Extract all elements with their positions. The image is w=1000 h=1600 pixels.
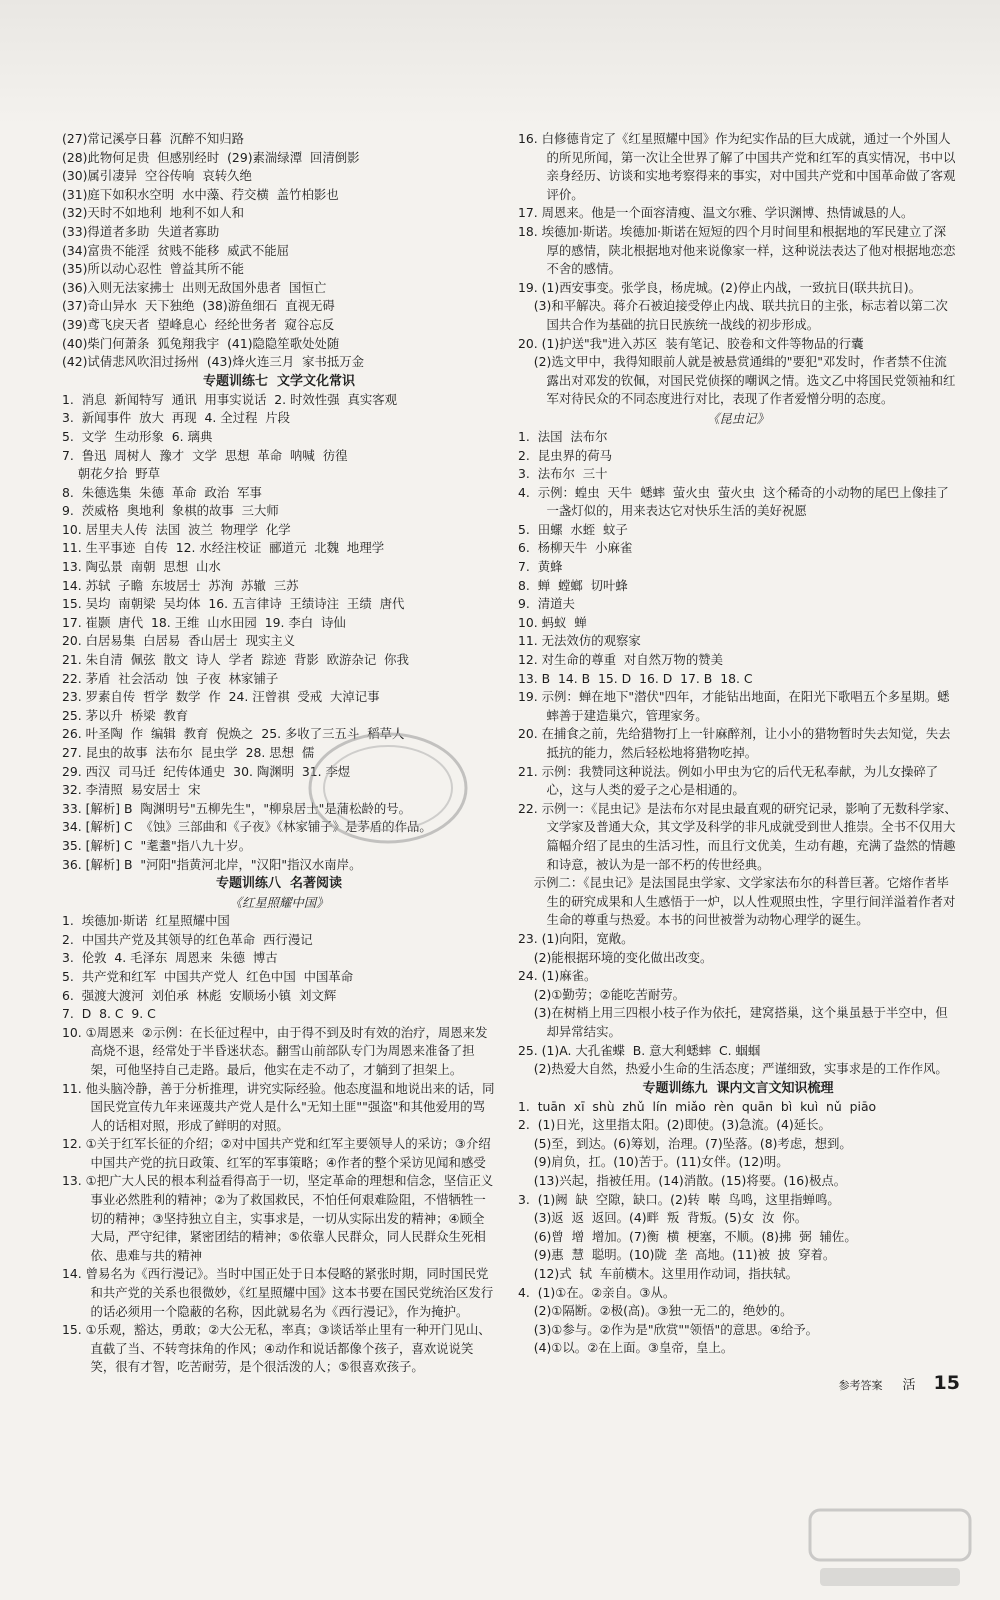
answer-line: 4. 示例：蝗虫 天牛 蟋蟀 萤火虫 萤火虫 这个稀奇的小动物的尾巴上像挂了一盏灯似的，用来表达它对快乐生活的美好祝愿 bbox=[518, 484, 949, 519]
answer-line: (32)天时不如地利 地利不如人和 bbox=[62, 205, 244, 221]
answer-line: 5. 文学 生动形象 6. 璃典 bbox=[62, 428, 213, 444]
answer-line: 4. (1)①在。②亲自。③从。 bbox=[518, 1284, 676, 1300]
answer-line: 1. 埃德加·斯诺 红星照耀中国 bbox=[62, 913, 230, 929]
answer-line: 5. 共产党和红军 中国共产党人 红色中国 中国革命 bbox=[62, 968, 354, 984]
answer-line: 9. 清道夫 bbox=[518, 596, 575, 612]
answer-line: 示例二：《昆虫记》是法国昆虫学家、文学家法布尔的科普巨著。它熔作者毕生的研究成果和人生感悟于一炉，以人性观照虫性，字里行间洋溢着作者对生命的尊重与热爱。本书的问世被誉为动物心理学的诞生。 bbox=[518, 875, 956, 928]
answer-line: (5)至，到达。(6)筹划，治理。(7)坠落。(8)考虑，想到。 bbox=[518, 1135, 852, 1151]
answer-line: 1. 法国 法布尔 bbox=[518, 428, 608, 444]
answer-line: 7. 黄蜂 bbox=[518, 559, 563, 575]
answer-line: 20. (1)护送"我"进入苏区 装有笔记、胶卷和文件等物品的行囊 bbox=[518, 335, 864, 351]
answer-line: 15. 吴均 南朝梁 吴均体 16. 五言律诗 王绩诗注 王绩 唐代 bbox=[62, 596, 405, 612]
answer-line: 3. 法布尔 三十 bbox=[518, 466, 608, 482]
footer-prefix: 活 bbox=[902, 1378, 916, 1393]
answer-line: 23. (1)向阳，宽敞。 bbox=[518, 930, 634, 946]
answer-line: 7. 鲁迅 周树人 豫才 文学 思想 革命 呐喊 彷徨 bbox=[62, 447, 348, 463]
answer-line: (31)庭下如积水空明 水中藻、荇交横 盖竹柏影也 bbox=[62, 186, 339, 202]
answer-line: 27. 昆虫的故事 法布尔 昆虫学 28. 思想 儒 bbox=[62, 745, 315, 760]
answer-line: 18. 埃德加·斯诺。埃德加·斯诺在短短的四个月时间里和根据地的军民建立了深厚的感情，陕北根据地对他来说像家一样，这种说法表达了他对根据地恋恋不舍的感情。 bbox=[518, 223, 956, 277]
right-answer-column bbox=[518, 130, 958, 1358]
page-footer bbox=[839, 1372, 960, 1394]
answer-line: 12. 对生命的尊重 对自然万物的赞美 bbox=[518, 652, 723, 668]
answer-line: (9)肩负，扛。(10)苦于。(11)女伴。(12)明。 bbox=[518, 1154, 789, 1170]
answer-line: (39)鸢飞戾天者 望峰息心 经纶世务者 窥谷忘反 bbox=[62, 316, 335, 332]
section-heading: 专题训练九 课内文言文知识梳理 bbox=[642, 1080, 834, 1096]
answer-line: (3)在树梢上用三四根小枝子作为依托，建窝搭巢，这个巢虽悬于半空中，但却异常结实。 bbox=[518, 1005, 948, 1039]
answer-line: 17. 周恩来。他是一个面容清瘦、温文尔雅、学识渊博、热情诚恳的人。 bbox=[518, 205, 914, 221]
answer-line: 13. B 14. B 15. D 16. D 17. B 18. C bbox=[518, 670, 753, 686]
answer-line: (13)兴起，指被任用。(14)消散。(15)将要。(16)极点。 bbox=[518, 1173, 847, 1189]
watermark-logo bbox=[800, 1502, 980, 1592]
answer-line: 32. 李清照 易安居士 宋 bbox=[62, 782, 201, 798]
answer-line: (4)①以。②在上面。③皇帝，皇上。 bbox=[518, 1340, 734, 1356]
answer-line: 35. [解析] C "耄耋"指八九十岁。 bbox=[62, 837, 252, 853]
answer-line: 3. (1)阙 缺 空隙，缺口。(2)转 啭 鸟鸣，这里指蝉鸣。 bbox=[518, 1191, 840, 1207]
answer-line: 10. 居里夫人传 法国 波兰 物理学 化学 bbox=[62, 521, 291, 537]
answer-line: (37)奇山异水 天下独绝 (38)游鱼细石 直视无碍 bbox=[62, 298, 335, 314]
answer-line: (27)常记溪亭日暮 沉醉不知归路 bbox=[62, 131, 244, 146]
answer-line: 23. 罗素自传 哲学 数学 作 24. 汪曾祺 受戒 大淖记事 bbox=[62, 689, 380, 705]
answer-line: 17. 崔颢 唐代 18. 王维 山水田园 19. 李白 诗仙 bbox=[62, 614, 346, 630]
answer-line: 2. 中国共产党及其领导的红色革命 西行漫记 bbox=[62, 931, 313, 947]
answer-line: 33. [解析] B 陶渊明号"五柳先生"，"柳泉居士"是蒲松龄的号。 bbox=[62, 800, 412, 816]
answer-line: 6. 强渡大渡河 刘伯承 林彪 安顺场小镇 刘文辉 bbox=[62, 987, 337, 1003]
book-title: 《红星照耀中国》 bbox=[229, 895, 329, 911]
answer-line: (34)富贵不能淫 贫贱不能移 威武不能屈 bbox=[62, 242, 290, 258]
answer-line: 10. ①周恩来 ②示例：在长征过程中，由于得不到及时有效的治疗，周恩来发高烧不退，经常处于半昏迷状态。翻雪山前部队专门为周恩来准备了担架，可他坚持自己走路。最后，他实在走不动了，才躺到了担架上。 bbox=[62, 1024, 488, 1077]
answer-line: 24. (1)麻雀。 bbox=[518, 968, 597, 984]
book-title: 《昆虫记》 bbox=[707, 410, 769, 426]
answer-line: (40)柴门何萧条 狐兔翔我宇 (41)隐隐笙歌处处随 bbox=[62, 335, 340, 351]
page-top-band bbox=[0, 0, 1000, 128]
answer-line: 36. [解析] B "河阳"指黄河北岸，"汉阳"指汉水南岸。 bbox=[62, 856, 362, 872]
answer-line: 12. ①关于红军长征的介绍；②对中国共产党和红军主要领导人的采访；③介绍中国共产党的抗日政策、红军的军事策略；④作者的整个采访见闻和感受 bbox=[62, 1136, 491, 1170]
page-number: 15 bbox=[933, 1372, 960, 1394]
section-heading: 专题训练八 名著阅读 bbox=[215, 876, 343, 892]
answer-line: 1. tuān xī shù zhǔ lín miǎo rèn quān bì kuì nǔ piāo bbox=[518, 1098, 877, 1114]
answer-line: (33)得道者多助 失道者寡助 bbox=[62, 223, 220, 239]
answer-line: 16. 白修德肯定了《红星照耀中国》作为纪实作品的巨大成就，通过一个外国人的所见所闻，第一次让全世界了解了中国共产党和红军的真实情况，书中以亲身经历、访谈和实地考察得来的事实，对中国共产党和中国革命做了客观评价。 bbox=[518, 131, 956, 202]
answer-line: (2)热爱大自然，热爱小生命的生活态度；严谨细致，实事求是的工作作风。 bbox=[518, 1061, 948, 1077]
answer-line: (2)选文甲中，我得知眼前人就是被悬赏通缉的"要犯"邓发时，作者禁不住流露出对邓发的钦佩，对国民党侦探的嘲讽之情。选文乙中将国民党领袖和红军对待民众的不同态度进行对比，表现了作者爱憎分明的态度。 bbox=[518, 354, 956, 407]
answer-line: 7. D 8. C 9. C bbox=[62, 1006, 156, 1022]
answer-line: (2)①隔断。②极(高)。③独一无二的，绝妙的。 bbox=[518, 1303, 793, 1319]
answer-line: 11. 生平事迹 自传 12. 水经注校证 郦道元 北魏 地理学 bbox=[62, 540, 385, 556]
answer-line: 6. 杨柳天牛 小麻雀 bbox=[518, 540, 633, 556]
answer-line: 21. 示例：我赞同这种说法。例如小甲虫为它的后代无私奉献，为儿女操碎了心，这与人类的爱子之心是相通的。 bbox=[518, 763, 939, 798]
answer-line: 1. 消息 新闻特写 通讯 用事实说话 2. 时效性强 真实客观 bbox=[62, 391, 398, 407]
answer-line: 朝花夕拾 野草 bbox=[62, 466, 160, 482]
answer-line: (6)曾 增 增加。(7)衡 横 梗塞，不顺。(8)拂 弼 辅佐。 bbox=[518, 1228, 857, 1244]
answer-line: 5. 田螺 水蛭 蚊子 bbox=[518, 521, 628, 537]
answer-line: 13. 陶弘景 南朝 思想 山水 bbox=[62, 559, 221, 575]
answer-line: (2)能根据环境的变化做出改变。 bbox=[518, 949, 713, 965]
answer-line: 34. [解析] C 《蚀》三部曲和《子夜》《林家铺子》是茅盾的作品。 bbox=[62, 819, 432, 835]
answer-line: (30)属引凄异 空谷传响 哀转久绝 bbox=[62, 168, 252, 184]
answer-line: (3)和平解决。蒋介石被迫接受停止内战、联共抗日的主张，标志着以第二次国共合作为基础的抗日民族统一战线的初步形成。 bbox=[518, 298, 948, 332]
answer-line: (2)①勤劳；②能吃苦耐劳。 bbox=[518, 986, 686, 1002]
answer-line: 11. 他头脑冷静，善于分析推理，讲究实际经验。他态度温和地说出来的话，同国民党宣传九年来诬蔑共产党人是什么"无知土匪""强盗"和其他爱用的骂人的话相对照，形成了鲜明的对照。 bbox=[62, 1080, 495, 1133]
answer-line: (9)惠 慧 聪明。(10)陇 垄 高地。(11)被 披 穿着。 bbox=[518, 1247, 836, 1263]
answer-line: 19. (1)西安事变。张学良，杨虎城。(2)停止内战，一致抗日(联共抗日)。 bbox=[518, 279, 921, 295]
answer-line: 20. 在捕食之前，先给猎物打上一针麻醉剂，让小小的猎物暂时失去知觉，失去抵抗的能力，然后轻松地将猎物吃掉。 bbox=[518, 726, 951, 760]
answer-line: 8. 朱德选集 朱德 革命 政治 军事 bbox=[62, 484, 262, 500]
answer-line: 25. (1)A. 大孔雀蝶 B. 意大利蟋蟀 C. 蝈蝈 bbox=[518, 1042, 761, 1058]
answer-line: 21. 朱自清 佩弦 散文 诗人 学者 踪迹 背影 欧游杂记 你我 bbox=[62, 652, 409, 668]
answer-line: 26. 叶圣陶 作 编辑 教育 倪焕之 25. 多收了三五斗 稻草人 bbox=[62, 726, 405, 742]
answer-line: 2. 昆虫界的荷马 bbox=[518, 447, 613, 463]
footer-label: 参考答案 bbox=[838, 1379, 883, 1392]
answer-line: 15. ①乐观，豁达，勇敢；②大公无私，率真；③谈话举止里有一种开门见山、直截了当、不转弯抹角的作风；④动作和说话都像个孩子，喜欢说说笑笑，很有才智，吃苦耐劳，是个很活泼的人；⑤很喜欢孩子。 bbox=[62, 1322, 491, 1375]
answer-line: 10. 蚂蚁 蝉 bbox=[518, 614, 587, 630]
answer-line: 11. 无法效仿的观察家 bbox=[518, 633, 641, 649]
answer-line: (3)返 返 返回。(4)畔 叛 背叛。(5)女 汝 你。 bbox=[518, 1210, 808, 1226]
answer-line: 3. 伦敦 4. 毛泽东 周恩来 朱德 博古 bbox=[62, 950, 278, 966]
answer-line: 19. 示例：蝉在地下"潜伏"四年，才能钻出地面，在阳光下歌唱五个多星期。蟋蟀善于建造巢穴，管理家务。 bbox=[518, 689, 950, 723]
answer-line: 25. 茅以升 桥梁 教育 bbox=[62, 707, 189, 723]
answer-line: 3. 新闻事件 放大 再现 4. 全过程 片段 bbox=[62, 410, 291, 426]
answer-line: 29. 西汉 司马迁 纪传体通史 30. 陶渊明 31. 李煜 bbox=[62, 763, 351, 779]
answer-line: 2. (1)日光，这里指太阳。(2)即使。(3)急流。(4)延长。 bbox=[518, 1117, 831, 1133]
answer-line: 22. 示例一：《昆虫记》是法布尔对昆虫最直观的研究记录，影响了无数科学家、文学家及普通大众，其文学及科学的非凡成就受到世人推崇。全书不仅用大篇幅介绍了昆虫的生活习性，而且行文优美，生动有趣，充满了盎然的情趣和诗意，被认为是一部不朽的传世经典。 bbox=[518, 800, 957, 872]
answer-line: 13. ①把广大人民的根本利益看得高于一切，坚定革命的理想和信念，坚信正义事业必然胜利的精神；②为了救国救民，不怕任何艰难险阻，不惜牺牲一切的精神；③坚持独立自主，实事求是，一切从实际出发的精神；④顾全大局，严守纪律，紧密团结的精神；⑤依靠人民群众，同人民群众生死相依、患难与共的精神 bbox=[62, 1173, 494, 1263]
answer-line: 22. 茅盾 社会活动 蚀 子夜 林家铺子 bbox=[62, 670, 279, 686]
answer-line: 14. 曾易名为《西行漫记》。当时中国正处于日本侵略的紧张时期，同时国民党和共产党的关系也很微妙，《红星照耀中国》这本书要在国民党统治区发行的话必须用一个隐蔽的名称，因此就易名为《西行漫记》，作为掩护。 bbox=[62, 1266, 494, 1319]
answer-line: (3)①参与。②作为是"欣赏""领悟"的意思。④给予。 bbox=[518, 1321, 819, 1337]
answer-line: (35)所以动心忍性 曾益其所不能 bbox=[62, 261, 244, 277]
answer-line: (28)此物何足贵 但感别经时 (29)素湍绿潭 回清倒影 bbox=[62, 149, 360, 165]
answer-line: 9. 茨威格 奥地利 象棋的故事 三大师 bbox=[62, 503, 279, 519]
answer-line: (42)试倩悲风吹泪过扬州 (43)烽火连三月 家书抵万金 bbox=[62, 354, 365, 370]
answer-line: 14. 苏轼 子瞻 东坡居士 苏洵 苏辙 三苏 bbox=[62, 577, 299, 593]
answer-line: (12)式 轼 车前横木。这里用作动词，指扶轼。 bbox=[518, 1266, 798, 1282]
answer-line: (36)入则无法家拂士 出则无敌国外患者 国恒亡 bbox=[62, 279, 327, 295]
answer-line: 20. 白居易集 白居易 香山居士 现实主义 bbox=[62, 633, 296, 649]
section-heading: 专题训练七 文学文化常识 bbox=[202, 373, 356, 389]
answer-line: 8. 蝉 螳螂 切叶蜂 bbox=[518, 577, 628, 593]
watermark-stamp bbox=[306, 728, 471, 848]
